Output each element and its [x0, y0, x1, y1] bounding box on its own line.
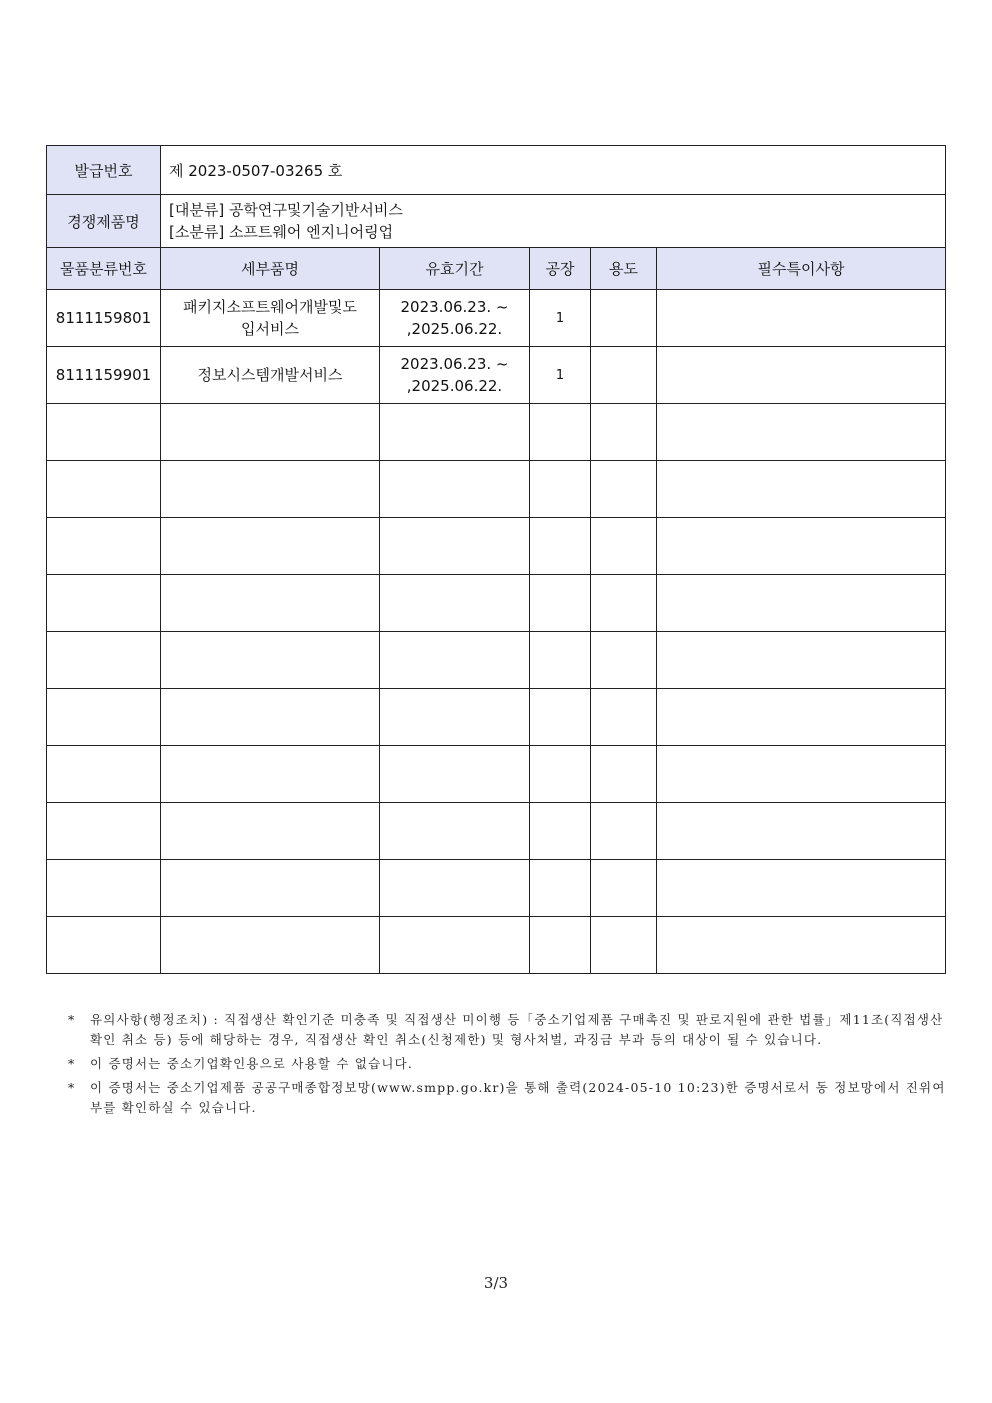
- asterisk-icon: *: [68, 1012, 76, 1027]
- valid-period-line1: 2023.06.23. ~: [400, 355, 509, 373]
- note-text: 이 증명서는 중소기업제품 공공구매종합정보망(www.smpp.go.kr)을 통해 출력(2024-05-10 10:23)한 증명서로서 동 정보망에서 진위여부를 확인하실 수 있습니다.: [90, 1080, 946, 1115]
- empty-row: [47, 917, 946, 974]
- item-name-line1: 정보시스템개발서비스: [197, 366, 343, 384]
- major-category: [대분류] 공학연구및기술기반서비스: [169, 201, 403, 219]
- col-header-code: 물품분류번호: [47, 248, 161, 290]
- empty-row: [47, 746, 946, 803]
- empty-row: [47, 860, 946, 917]
- note-item: [68, 1078, 948, 1118]
- item-code: 8111159801: [47, 290, 161, 347]
- col-header-name: 세부품명: [161, 248, 380, 290]
- empty-row: [47, 518, 946, 575]
- page-number: 3/3: [483, 1274, 509, 1292]
- note-item: [68, 1010, 948, 1050]
- item-code: 8111159901: [47, 347, 161, 404]
- valid-period: [380, 290, 530, 347]
- empty-row: [47, 461, 946, 518]
- minor-category: [소분류] 소프트웨어 엔지니어링업: [169, 223, 394, 241]
- issue-row: [47, 146, 946, 195]
- col-header-factory: 공장: [530, 248, 591, 290]
- asterisk-icon: *: [68, 1056, 76, 1071]
- certificate-table: [46, 145, 946, 974]
- issue-label: 발급번호: [47, 146, 161, 195]
- item-name-line1: 패키지소프트웨어개발및도: [183, 298, 357, 316]
- empty-row: [47, 689, 946, 746]
- column-header-row: [47, 248, 946, 290]
- valid-period-line2: ,2025.06.22.: [406, 377, 503, 395]
- product-row: [47, 195, 946, 248]
- valid-period-line2: ,2025.06.22.: [406, 320, 503, 338]
- table-row: [47, 290, 946, 347]
- empty-row: [47, 404, 946, 461]
- empty-row: [47, 575, 946, 632]
- note-text: 유의사항(행정조치) : 직접생산 확인기준 미충족 및 직접생산 미이행 등「중소기업제품 구매촉진 및 판로지원에 관한 법률」제11조(직접생산 확인 취소 등) 등에 해당하는 경우, 직접생산 확인 취소(신청제한) 및 형사처벌, 과징금 부과 등의 대상이 될 수 있습니다.: [90, 1012, 944, 1047]
- use-cell: [591, 290, 657, 347]
- product-label: 경쟁제품명: [47, 195, 161, 248]
- notes-section: [68, 1010, 948, 1122]
- table-row: [47, 347, 946, 404]
- notes-cell: [657, 290, 946, 347]
- factory-count: 1: [530, 347, 591, 404]
- notes-cell: [657, 347, 946, 404]
- empty-row: [47, 803, 946, 860]
- factory-count: 1: [530, 290, 591, 347]
- issue-number: 제 2023-0507-03265 호: [161, 146, 946, 195]
- item-name: [161, 347, 380, 404]
- item-name: [161, 290, 380, 347]
- valid-period: [380, 347, 530, 404]
- item-name-line2: 입서비스: [241, 320, 299, 338]
- product-classification: [161, 195, 946, 248]
- valid-period-line1: 2023.06.23. ~: [400, 298, 509, 316]
- col-header-period: 유효기간: [380, 248, 530, 290]
- note-text: 이 증명서는 중소기업확인용으로 사용할 수 없습니다.: [90, 1056, 414, 1071]
- asterisk-icon: *: [68, 1080, 76, 1095]
- col-header-notes: 필수특이사항: [657, 248, 946, 290]
- note-item: [68, 1054, 948, 1074]
- use-cell: [591, 347, 657, 404]
- empty-row: [47, 632, 946, 689]
- col-header-use: 용도: [591, 248, 657, 290]
